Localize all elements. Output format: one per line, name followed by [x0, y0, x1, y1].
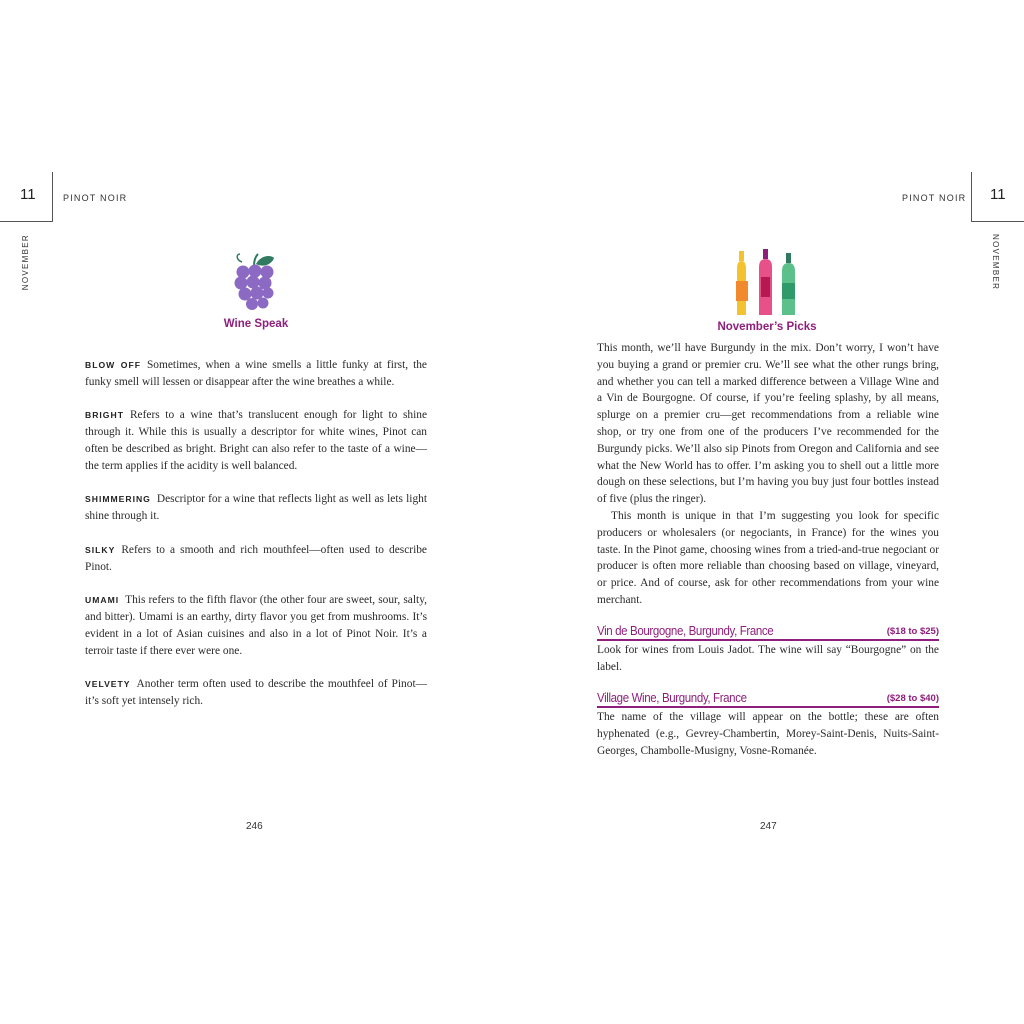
- month-tab: NOVEMBER: [991, 234, 1000, 291]
- header-divider: [52, 172, 53, 222]
- running-head: PINOT NOIR: [902, 193, 967, 203]
- glossary-entry: [85, 357, 427, 391]
- intro-text: [597, 340, 939, 609]
- pick-heading: [597, 689, 939, 708]
- glossary-entry: [85, 676, 427, 710]
- pick-price: ($18 to $25): [886, 626, 939, 637]
- glossary: [85, 357, 427, 727]
- grapes-icon: [232, 250, 278, 312]
- paragraph: This month is unique in that I’m suggesting you look for specific producers or wholesalers (or negociants, in France) for the wines you taste. In the Pinot game, choosing wines from a tried-and-true negociant or producer is often more reliable than choosing based on village, vineyard, or price. And of course, ask for other recommendations from your wine merchant.: [597, 509, 939, 606]
- glossary-term: BLOW OFF: [85, 360, 141, 370]
- header-rule: [971, 221, 1024, 222]
- header-rule: [0, 221, 52, 222]
- running-head: PINOT NOIR: [63, 193, 128, 203]
- pick-description: The name of the village will appear on the bottle; these are often hyphenated (e.g., Gevrey-Chambertin, Morey-Saint-Denis, Nuits-Saint-Georges, Chambolle-Musigny, Vosne-Romanée.: [597, 711, 939, 757]
- glossary-term: BRIGHT: [85, 410, 124, 421]
- glossary-term: SHIMMERING: [85, 494, 151, 505]
- glossary-entry: [85, 542, 427, 576]
- glossary-term: VELVETY: [85, 679, 131, 690]
- section-title-novembers-picks: November’s Picks: [717, 321, 817, 333]
- glossary-term: UMAMI: [85, 595, 120, 606]
- glossary-definition: This refers to the fifth flavor (the other four are sweet, sour, salty, and bitter). Umami is an earthy, dirty flavor you get from mushrooms. It’s evident in a lot of Asian cuisines and also in a lot of Pinot Noir. It’s a terroir taste if there ever were one.: [85, 594, 427, 657]
- right-page: [512, 0, 1024, 1024]
- glossary-definition: Sometimes, when a wine smells a little funky at first, the funky smell will lessen or disappear after the wine breathes a while.: [85, 359, 427, 388]
- glossary-definition: Refers to a smooth and rich mouthfeel—often used to describe Pinot.: [85, 543, 427, 573]
- chapter-number: 11: [20, 186, 36, 203]
- glossary-entry: [85, 407, 427, 474]
- pick-price: ($28 to $40): [886, 693, 939, 704]
- month-tab: NOVEMBER: [21, 234, 30, 291]
- glossary-definition: Refers to a wine that’s translucent enough for light to shine through it. While this is usually a descriptor for white wines, Pinot can often be described as bright. Bright can also refer to the taste of a wine—the term applies if the acidity is well balanced.: [85, 409, 427, 472]
- chapter-number: 11: [990, 186, 1006, 203]
- paragraph: This month, we’ll have Burgundy in the mix. Don’t worry, I won’t have you buying a grand or premier cru. We’ll see what the other rungs bring, and whether you can tell a marked difference between a Village Wine and a Vin de Bourgogne. Of course, if you’re feeling splashy, by all means, splurge on a premier cru—get recommendations from a reliable wine shop, or try one from one of the producers I’ve recommended for the Burgundy picks. We’ll also sip Pinots from Oregon and California and see what the New World has to offer. I’m asking you to shell out a little more dough on these selections, but I’m having you buy just four bottles instead of five (plus the ringer).: [597, 342, 939, 506]
- pick-heading: [597, 622, 939, 641]
- pick-description: Look for wines from Louis Jadot. The wine will say “Bourgogne” on the label.: [597, 644, 939, 673]
- section-title-wine-speak: Wine Speak: [223, 318, 289, 330]
- glossary-definition: Another term often used to describe the mouthfeel of Pinot—it’s soft yet intensely rich.: [85, 678, 427, 707]
- glossary-entry: [85, 491, 427, 525]
- glossary-term: SILKY: [85, 544, 116, 555]
- page-number: 246: [246, 821, 263, 832]
- wine-bottles-icon: [734, 249, 804, 317]
- page-number: 247: [760, 821, 777, 832]
- glossary-entry: [85, 592, 427, 659]
- glossary-definition: Descriptor for a wine that reflects light as well as lets light shine through it.: [85, 493, 427, 523]
- header-divider: [971, 172, 972, 222]
- pick-name: Village Wine, Burgundy, France: [597, 691, 747, 705]
- pick-name: Vin de Bourgogne, Burgundy, France: [597, 624, 774, 638]
